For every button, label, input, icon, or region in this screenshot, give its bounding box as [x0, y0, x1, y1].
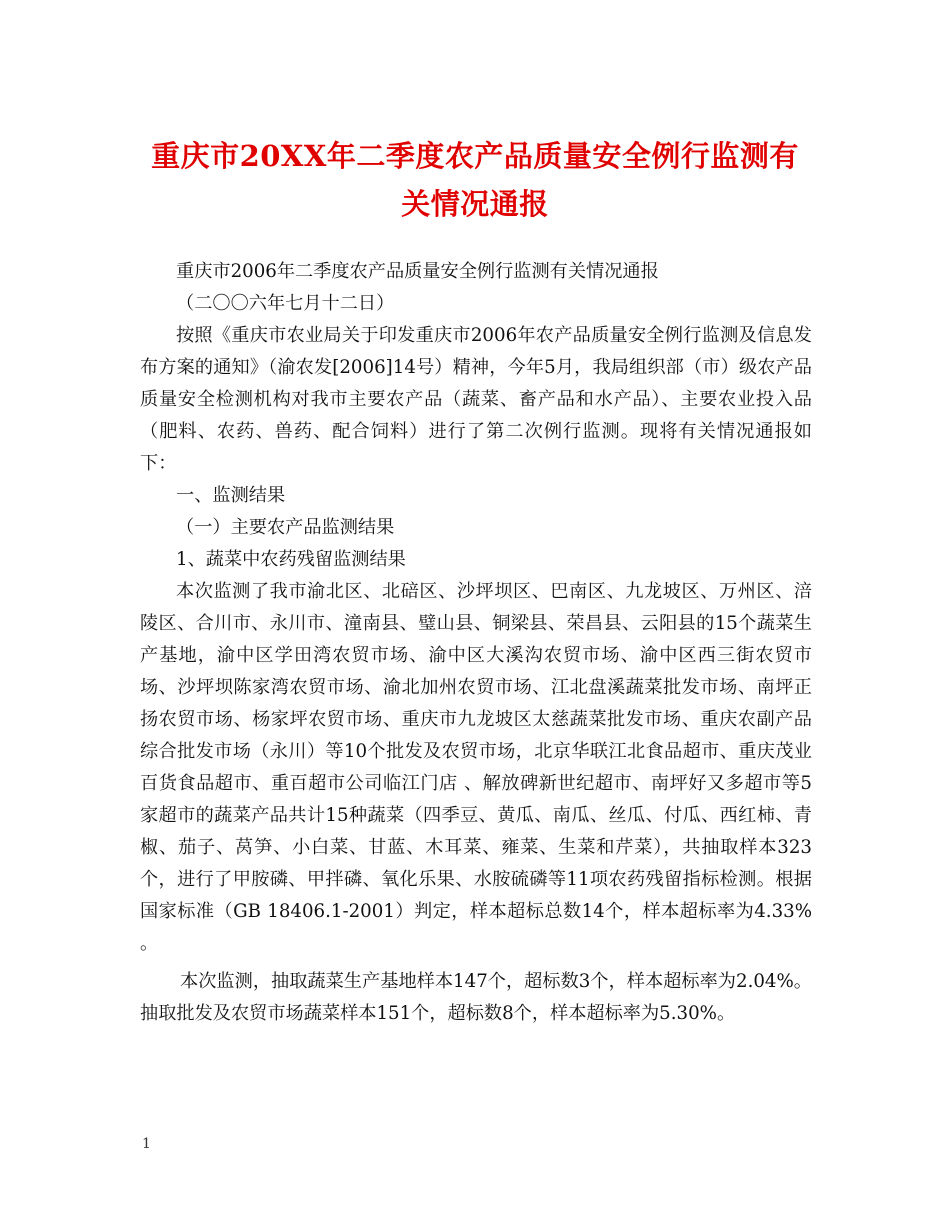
- body-paragraph-2: 本次监测，抽取蔬菜生产基地样本147个，超标数3个，样本超标率为2.04%。抽取批发及农贸市场蔬菜样本151个，超标数8个，样本超标率为5.30%。: [140, 971, 812, 1024]
- item-heading: 1、蔬菜中农药残留监测结果: [176, 549, 406, 570]
- body-paragraph: 本次监测了我市渝北区、北碚区、沙坪坝区、巴南区、九龙坡区、万州区、涪陵区、合川市、永川市、潼南县、璧山县、铜梁县、荣昌县、云阳县的15个蔬菜生产基地，渝中区学田湾农贸市场、渝中区大溪沟农贸市场、渝中区西三街农贸市场、沙坪坝陈家湾农贸市场、渝北加州农贸市场、江北盘溪蔬菜批发市场、南坪正扬农贸市场、杨家坪农贸市场、重庆市九龙坡区太慈蔬菜批发市场、重庆农副产品综合批发市场（永川）等10个批发及农贸市场，北京华联江北食品超市、重庆茂业百货食品超市、重百超市公司临江门店 、解放碑新世纪超市、南坪好又多超市等5家超市的蔬菜产品共计15种蔬菜（四季豆、黄瓜、南瓜、丝瓜、付瓜、西红柿、青椒、茄子、莴笋、小白菜、甘蓝、木耳菜、雍菜、生菜和芹菜），共抽取样本323个，进行了甲胺磷、甲拌磷、氧化乐果、水胺硫磷等11项农药残留指标检测。根据国家标准（GB 18406.1-2001）判定，样本超标总数14个，样本超标率为4.33% 。: [140, 581, 812, 954]
- section-heading: 一、监测结果: [176, 485, 286, 506]
- subsection-heading: （一）主要农产品监测结果: [176, 517, 395, 538]
- document-body: [140, 256, 812, 1030]
- page-number: 1: [142, 1136, 151, 1152]
- subtitle-paragraph: 重庆市2006年二季度农产品质量安全例行监测有关情况通报: [176, 261, 659, 282]
- date-paragraph: （二〇〇六年七月十二日）: [176, 293, 395, 314]
- document-title: 重庆市20XX年二季度农产品质量安全例行监测有关情况通报: [151, 139, 799, 221]
- intro-paragraph: 按照《重庆市农业局关于印发重庆市2006年农产品质量安全例行监测及信息发布方案的通知》（渝农发[2006]14号）精神，今年5月，我局组织部（市）级农产品质量安全检测机构对我市主要农产品（蔬菜、畜产品和水产品）、主要农业投入品（肥料、农药、兽药、配合饲料）进行了第二次例行监测。现将有关情况通报如下：: [140, 325, 812, 474]
